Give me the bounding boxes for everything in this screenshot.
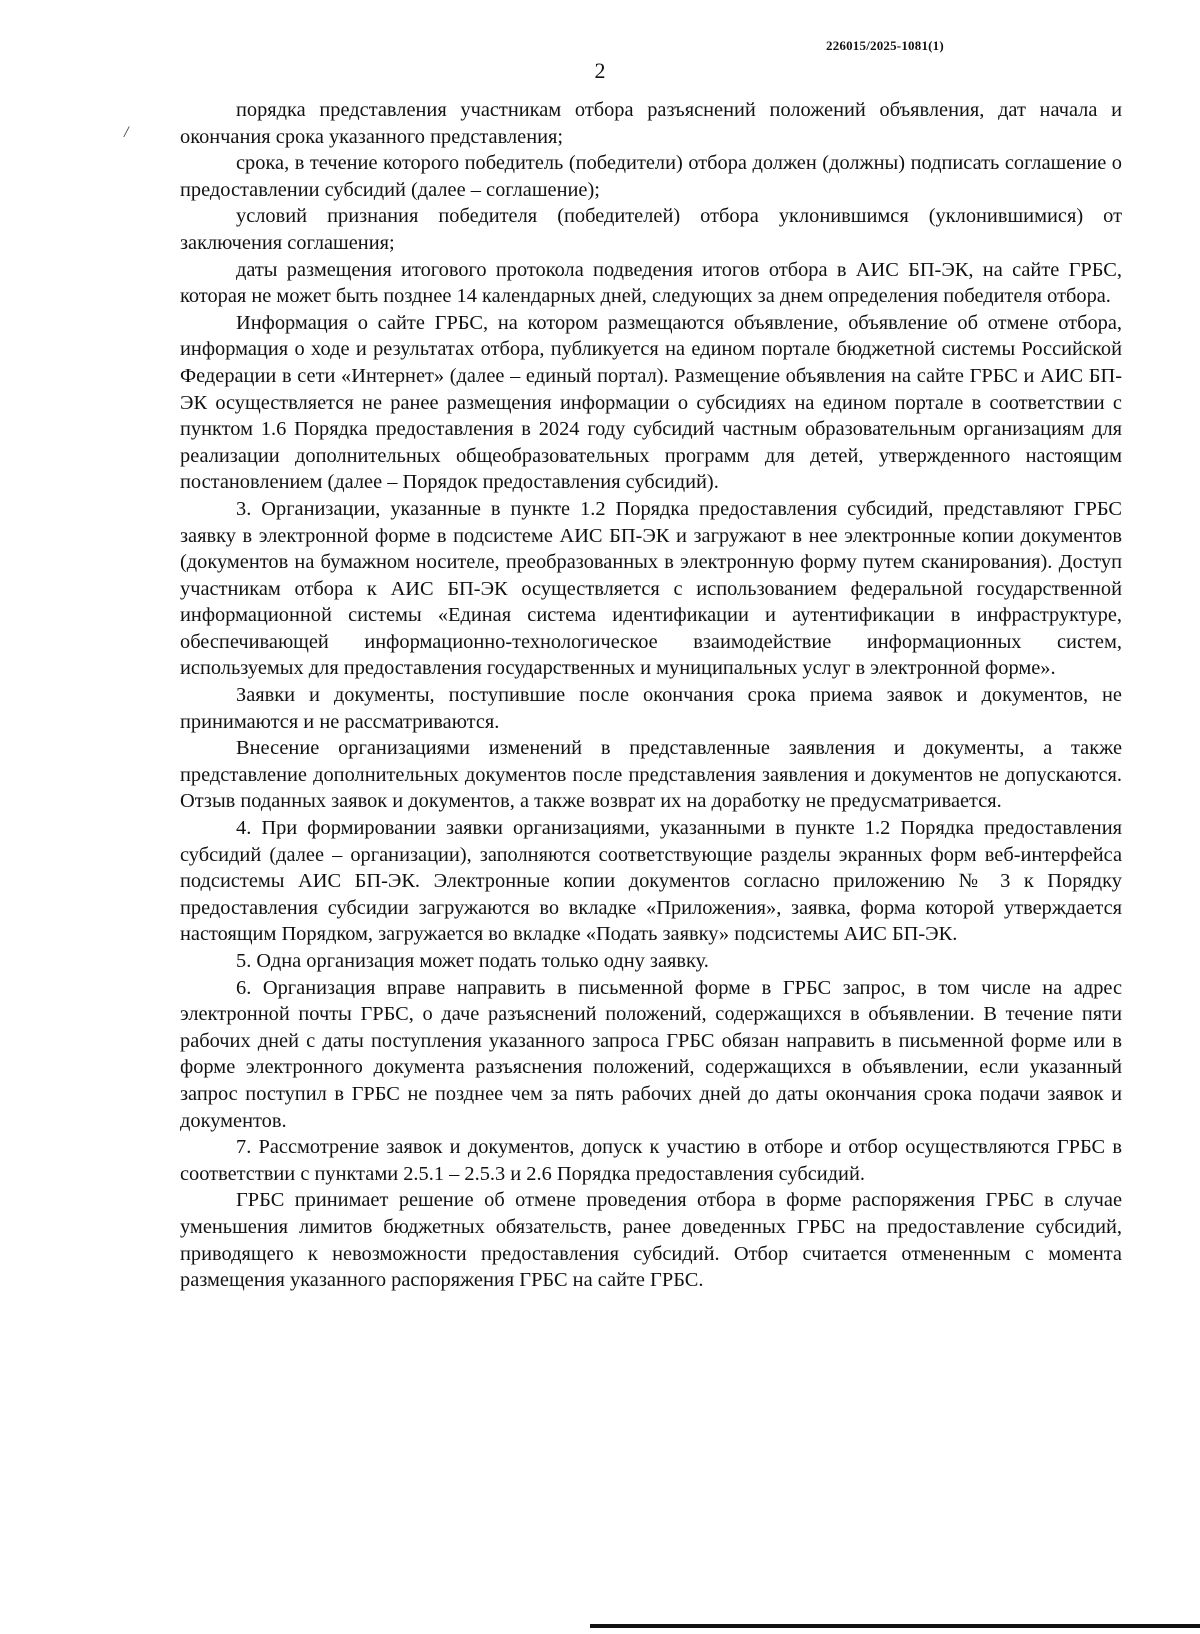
- scan-edge-line: [590, 1624, 1200, 1628]
- paragraph-clarifications-order: порядка представления участникам отбора разъяснений положений объявления, дат начала и окончания срока указанного представления;: [180, 99, 1122, 148]
- paragraph-agreement-deadline: срока, в течение которого победитель (победители) отбора должен (должны) подписать соглашение о предоставлении субсидий (далее – соглашение);: [180, 152, 1122, 201]
- paragraph-item-7: 7. Рассмотрение заявок и документов, допуск к участию в отборе и отбор осуществляются ГРБС в соответствии с пунктами 2.5.1 – 2.5.3 и 2.6 Порядка предоставления субсидий.: [180, 1136, 1122, 1185]
- paragraph-late-applications: Заявки и документы, поступившие после окончания срока приема заявок и документов, не принимаются и не рассматриваются.: [180, 684, 1122, 733]
- document-body: [180, 97, 1122, 1294]
- paragraph-protocol-date: даты размещения итогового протокола подведения итогов отбора в АИС БП-ЭК, на сайте ГРБС, которая не может быть позднее 14 календарных дней, следующих за днем определения победителя отбора.: [180, 258, 1122, 308]
- paragraph-site-information: Информация о сайте ГРБС, на котором размещаются объявление, объявление об отмене отбора, информация о ходе и результатах отбора, публикуется на едином портале бюджетной системы Российской Федерации в сети «Интернет» (далее – единый портал). Размещение объявления на сайте ГРБС и АИС БП-ЭК осуществляется не ранее размещения информации о субсидиях на едином портале в соответствии с пунктом 1.6 Порядка предоставления в 2024 году субсидий частным образовательным организациям для реализации дополнительных общеобразовательных программ для детей, утвержденного настоящим постановлением (далее – Порядок предоставления субсидий).: [180, 311, 1122, 494]
- paragraph-item-5: 5. Одна организация может подать только одну заявку.: [236, 950, 709, 972]
- paragraph-item-6: 6. Организация вправе направить в письменной форме в ГРБС запрос, в том числе на адрес электронной почты ГРБС, о даче разъяснений положений, содержащихся в объявлении. В течение пяти рабочих дней с даты поступления указанного запроса ГРБС обязан направить в письменной форме или в форме электронного документа разъяснения положений, содержащихся в объявлении, если указанный запрос поступил в ГРБС не позднее чем за пять рабочих дней до даты окончания срока подачи заявок и документов.: [180, 976, 1122, 1132]
- margin-mark: /: [124, 124, 129, 141]
- document-registration-number: 226015/2025-1081(1): [826, 38, 944, 53]
- paragraph-no-changes: Внесение организациями изменений в представленные заявления и документы, а также представление дополнительных документов после представления заявления и документов не допускаются. Отзыв поданных заявок и документов, а также возврат их на доработку не предусматривается.: [180, 737, 1122, 813]
- paragraph-item-3: 3. Организации, указанные в пункте 1.2 Порядка предоставления субсидий, представляют ГРБС заявку в электронной форме в подсистеме АИС БП-ЭК и загружают в нее электронные копии документов (документов на бумажном носителе, преобразованных в электронную форму путем сканирования). Доступ участникам отбора к АИС БП-ЭК осуществляется с использованием федеральной государственной информационной системы «Единая система идентификации и аутентификации в инфраструктуре, обеспечивающей информационно-технологическое взаимодействие информационных систем, используемых для предоставления государственных и муниципальных услуг в электронной форме».: [180, 497, 1122, 680]
- paragraph-cancellation: ГРБС принимает решение об отмене проведения отбора в форме распоряжения ГРБС в случае уменьшения лимитов бюджетных обязательств, ранее доведенных ГРБС на предоставление субсидий, приводящего к невозможности предоставления субсидий. Отбор считается отмененным с момента размещения указанного распоряжения ГРБС на сайте ГРБС.: [180, 1189, 1122, 1292]
- page-number: 2: [594, 58, 606, 83]
- paragraph-item-4: 4. При формировании заявки организациями, указанными в пункте 1.2 Порядка предоставления субсидий (далее – организации), заполняются соответствующие разделы экранных форм веб-интерфейса подсистемы АИС БП-ЭК. Электронные копии документов согласно приложению № 3 к Порядку предоставления субсидии загружаются во вкладке «Приложения», заявка, форма которой утверждается настоящим Порядком, загружается во вкладке «Подать заявку» подсистемы АИС БП-ЭК.: [180, 817, 1122, 946]
- paragraph-evasion-conditions: условий признания победителя (победителей) отбора уклонившимся (уклонившимися) от заключения соглашения;: [180, 205, 1122, 254]
